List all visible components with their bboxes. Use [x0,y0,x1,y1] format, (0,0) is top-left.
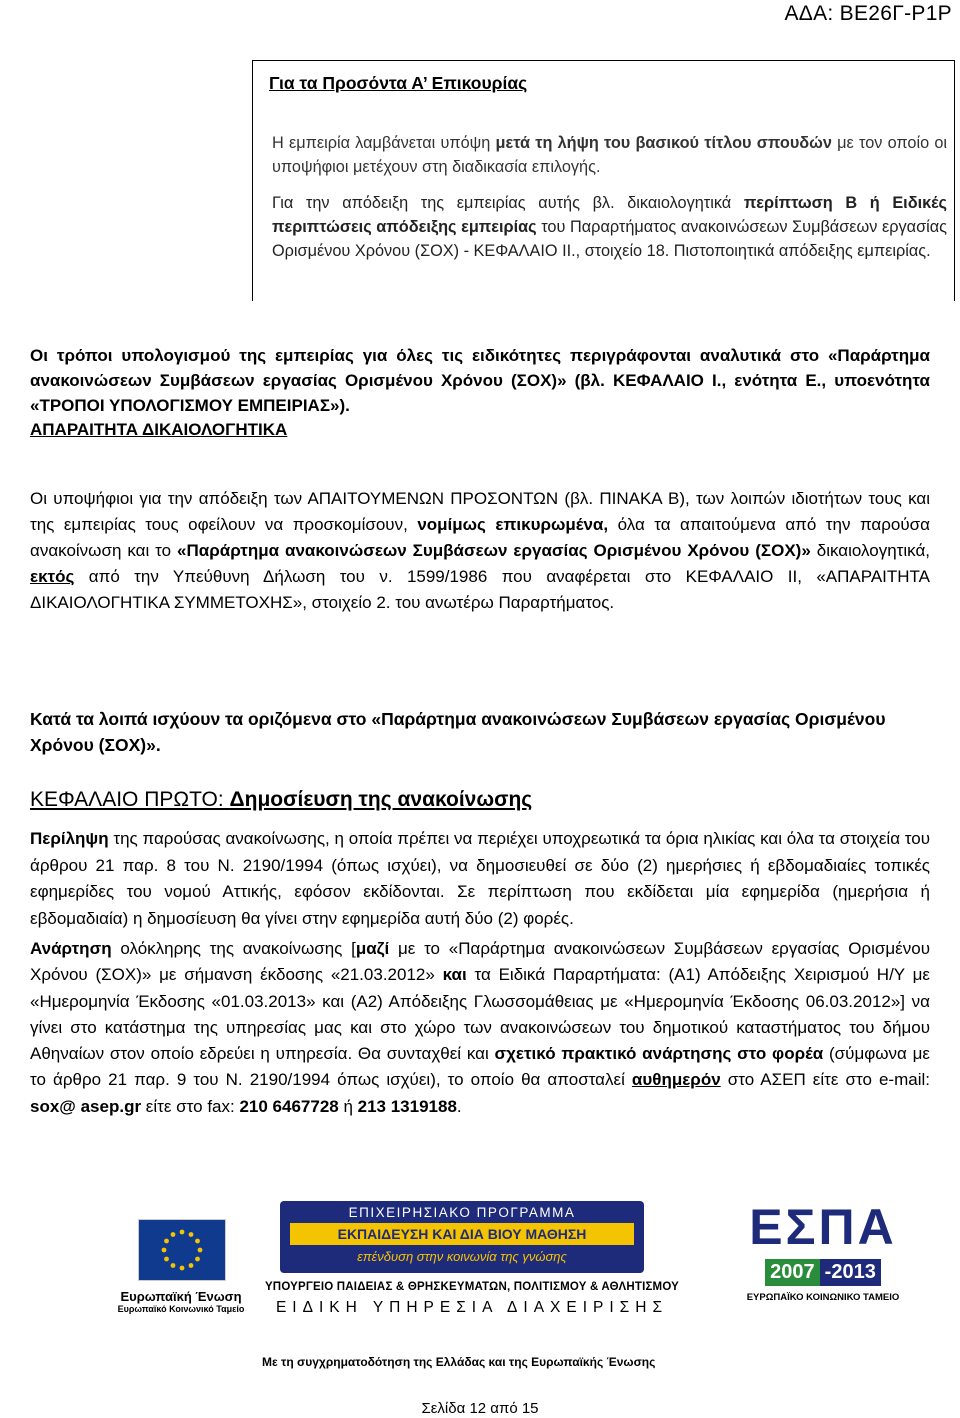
eu-fund-name: Ευρωπαϊκό Κοινωνικό Ταμείο [117,1304,245,1314]
required-documents-heading: ΑΠΑΡΑΙΤΗΤΑ ΔΙΚΑΙΟΛΟΓΗΤΙΚΑ [30,420,288,439]
eu-logo [112,1219,250,1314]
espa-year-start: 2007 [765,1259,820,1286]
experience-box [252,60,955,301]
programme-line-1: ΕΠΙΧΕΙΡΗΣΙΑΚΟ ΠΡΟΓΡΑΜΜΑ [348,1205,576,1220]
managing-authority: ΕΙΔΙΚΗ ΥΠΗΡΕΣΙΑ ΔΙΑΧΕΙΡΙΣΗΣ [275,1299,669,1316]
box-heading: Για τα Προσόντα Α’ Επικουρίας [269,73,528,93]
espa-title: ΕΣΠΑ [749,1199,897,1255]
documents-section [30,486,930,616]
posting-paragraph: Ανάρτηση ολόκληρης της ανακοίνωσης [μαζί με το «Παράρτημα ανακοινώσεων Συμβάσεων εργασίας Ορισμένου Χρόνου (ΣΟΧ)» με σήμανση έκδοσης «21.03.2012» και τα Ειδικά Παραρτήματα: (Α1) Απόδειξης Χειρισμού Η/Υ με «Ημερομηνία Έκδοσης «01.03.2013» και (Α2) Απόδειξης Γλωσσομάθειας με «Ημερομηνία Έκδοσης 06.03.2012»] να γίνει στο κατάστημα της υπηρεσίας μας και στο χώρο των ανακοινώσεων του δημοτικού καταστήματος του δήμου Αθηναίων στον οποίο εδρεύει η υπηρεσία. Θα συνταχθεί και σχετικό πρακτικό ανάρτησης στο φορέα (σύμφωνα με το άρθρο 21 παρ. 9 του Ν. 2190/1994 όπως ισχύει), το οποίο θα αποσταλεί αυθημερόν στο ΑΣΕΠ είτε στο e-mail: sox@ asep.gr είτε στο fax: 210 6467728 ή 213 1319188. [30,939,931,1116]
ada-code: ΑΔΑ: ΒΕ26Γ-Ρ1Ρ [784,2,952,25]
espa-logo [728,1199,918,1349]
calculation-paragraph: Οι τρόποι υπολογισμού της εμπειρίας για όλες τις ειδικότητες περιγράφονται αναλυτικά στο «Παράρτημα ανακοινώσεων Συμβάσεων εργασίας Ορισμένου Χρόνου (ΣΟΧ)» (βλ. ΚΕΦΑΛΑΙΟ Ι., ενότητα Ε., υποενότητα «ΤΡΟΠΟΙ ΥΠΟΛΟΓΙΣΜΟΥ ΕΜΠΕΙΡΙΑΣ»). [30,346,930,415]
calculation-section [30,343,930,440]
documents-paragraph: Οι υποψήφιοι για την απόδειξη των ΑΠΑΙΤΟΥΜΕΝΩΝ ΠΡΟΣΟΝΤΩΝ (βλ. ΠΙΝΑΚΑ Β), των λοιπών ιδιοτήτων τους και της εμπειρίας τους οφείλουν να προσκομίσουν, νομίμως επικυρωμένα, όλα τα απαιτούμενα από την παρούσα ανακοίνωση και το «Παράρτημα ανακοινώσεων Συμβάσεων εργασίας Ορισμένου Χρόνου (ΣΟΧ)» δικαιολογητικά, εκτός από την Υπεύθυνη Δήλωση του ν. 1599/1986 που αναφέρεται στο ΚΕΦΑΛΑΙΟ ΙΙ, «ΑΠΑΡΑΙΤΗΤΑ ΔΙΚΑΙΟΛΟΓΗΤΙΚΑ ΣΥΜΜΕΤΟΧΗΣ», στοιχείο 2. του ανωτέρω Παραρτήματος. [30,489,931,612]
posting-section [30,936,930,1120]
programme-banner [280,1201,644,1273]
espa-fund-name: ΕΥΡΩΠΑΪΚΟ ΚΟΙΝΩΝΙΚΟ ΤΑΜΕΙΟ [746,1292,900,1303]
funding-logos [0,1195,960,1385]
ministry-name: ΥΠΟΥΡΓΕΙΟ ΠΑΙΔΕΙΑΣ & ΘΡΗΣΚΕΥΜΑΤΩΝ, ΠΟΛΙΤΙΣΜΟΥ & ΑΘΛΗΤΙΣΜΟΥ [264,1281,680,1293]
chapter-title: ΚΕΦΑΛΑΙΟ ΠΡΩΤΟ: Δημοσίευση της ανακοίνωσης [30,788,533,811]
cofunding-note: Με τη συγχρηματοδότηση της Ελλάδας και της Ευρωπαϊκής Ένωσης [262,1355,656,1369]
eu-name: Ευρωπαϊκή Ένωση [120,1289,242,1304]
espa-years [728,1259,918,1286]
programme-line-3: επένδυση στην κοινωνία της γνώσης [357,1249,567,1264]
page-number: Σελίδα 12 από 15 [421,1400,539,1417]
box-paragraph-1: Η εμπειρία λαμβάνεται υπόψη μετά τη λήψη του βασικού τίτλου σπουδών με τον οποίο οι υποψήφιοι μετέχουν στη διαδικασία επιλογής. [272,134,948,176]
summary-paragraph: Περίληψη της παρούσας ανακοίνωσης, η οποία πρέπει να περιέχει υποχρεωτικά τα όρια ηλικίας και όλα τα στοιχεία του άρθρου 21 παρ. 8 του Ν. 2190/1994 (όπως ισχύει), να δημοσιευθεί σε δύο (2) ημερήσιες ή εβδομαδιαίες τοπικές εφημερίδες του νομού Αττικής, εφόσον εκδίδονται. Σε περίπτωση που εκδίδεται μία εφημερίδα (ημερήσια ή εβδομαδιαία) η δημοσίευση θα γίνει στην εφημερίδα αυτή δύο (2) φορές. [30,829,930,928]
remaining-provisions-note: Κατά τα λοιπά ισχύουν τα οριζόμενα στο «Παράρτημα ανακοινώσεων Συμβάσεων εργασίας Ορισμένου Χρόνου (ΣΟΧ)». [30,709,886,755]
programme-line-2: ΕΚΠΑΙΔΕΥΣΗ ΚΑΙ ΔΙΑ ΒΙΟΥ ΜΑΘΗΣΗ [290,1223,634,1245]
espa-year-end: -2013 [820,1259,881,1286]
box-paragraph-2: Για την απόδειξη της εμπειρίας αυτής βλ. δικαιολογητικά περίπτωση Β ή Ειδικές περιπτώσεις απόδειξης εμπειρίας του Παραρτήματος ανακοινώσεων Συμβάσεων εργασίας Ορισμένου Χρόνου (ΣΟΧ) - ΚΕΦΑΛΑΙΟ ΙΙ., στοιχείο 18. Πιστοποιητικά απόδειξης εμπειρίας. [272,194,947,260]
eu-flag-icon [138,1219,226,1281]
summary-section [30,826,930,932]
operational-programme-logo [262,1195,682,1345]
